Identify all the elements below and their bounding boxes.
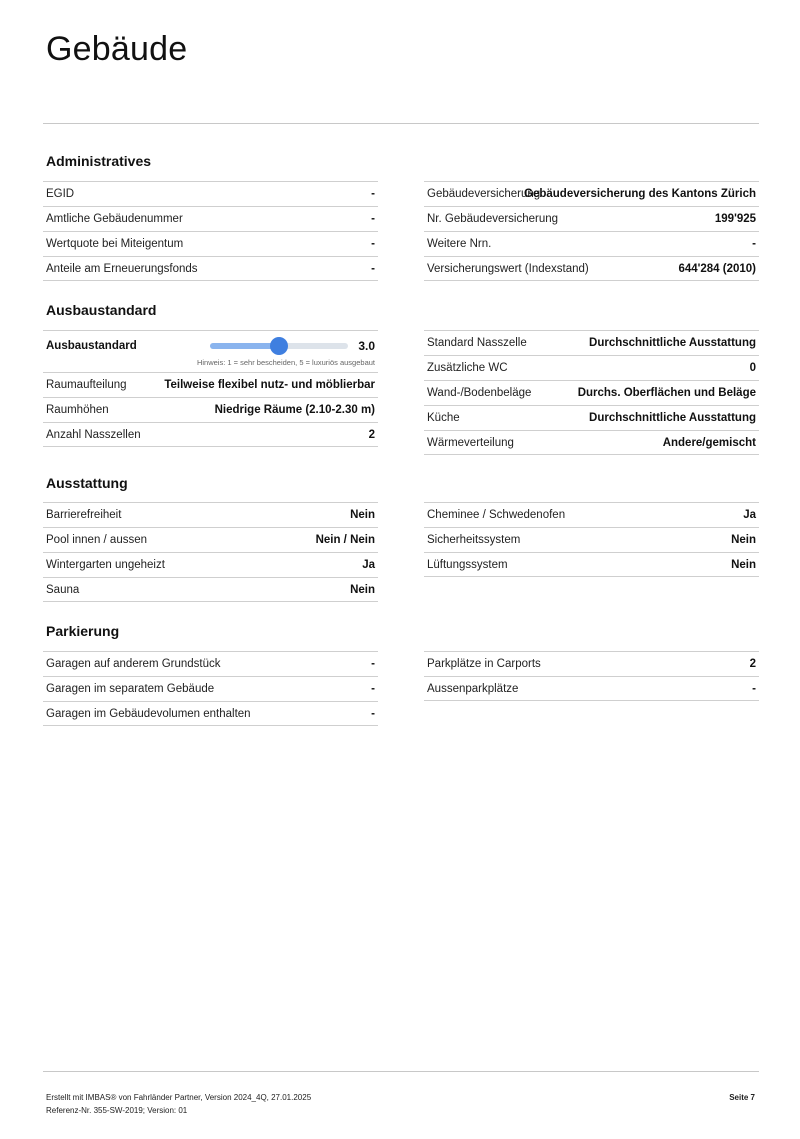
- row-label: Weitere Nrn.: [427, 238, 492, 250]
- table-row: [43, 206, 378, 231]
- table-row: [43, 256, 378, 281]
- row-label: Raumaufteilung: [46, 379, 127, 391]
- row-label: Parkplätze in Carports: [427, 658, 541, 670]
- row-value: 0: [749, 362, 756, 374]
- row-value: Nein / Nein: [315, 534, 375, 546]
- row-value: Durchschnittliche Ausstattung: [589, 337, 756, 349]
- footer-page-number: Seite 7: [729, 1093, 755, 1102]
- ausbaustandard-slider-label: Ausbaustandard: [46, 339, 137, 352]
- table-row: [43, 372, 378, 397]
- row-value: Andere/gemischt: [662, 436, 756, 449]
- row-label: Garagen im Gebäudevolumen enthalten: [46, 707, 251, 720]
- table-row: [424, 651, 759, 676]
- row-label: EGID: [46, 188, 75, 200]
- table-row: [43, 502, 378, 527]
- slider-thumb[interactable]: [270, 337, 288, 355]
- row-value: Nein: [731, 534, 756, 546]
- row-label: Wintergarten ungeheizt: [46, 559, 165, 571]
- row-label: Küche: [427, 412, 460, 424]
- row-value: 2: [368, 428, 375, 441]
- row-value: 199'925: [714, 213, 756, 225]
- row-label: Garagen auf anderem Grundstück: [46, 658, 221, 670]
- table-row: [424, 552, 759, 577]
- ausbaustandard-left-table: [43, 330, 378, 447]
- row-label: Standard Nasszelle: [427, 337, 527, 349]
- row-label: Barrierefreiheit: [46, 509, 122, 521]
- ausbaustandard-hint: Hinweis: 1 = sehr bescheiden, 5 = luxuriös ausgebaut: [196, 357, 375, 367]
- row-label: Anteile am Erneuerungsfonds: [46, 262, 198, 275]
- row-value: 2: [749, 658, 756, 670]
- table-row: [424, 206, 759, 231]
- row-value: Nein: [350, 509, 375, 521]
- row-label: Sicherheitssystem: [427, 534, 521, 546]
- table-row: [424, 231, 759, 256]
- table-row: [424, 430, 759, 455]
- row-label: Wertquote bei Miteigentum: [46, 238, 184, 250]
- footer-reference: Referenz-Nr. 355-SW-2019; Version: 01: [46, 1106, 188, 1115]
- row-value: -: [371, 658, 375, 670]
- row-value: -: [371, 262, 375, 275]
- table-row: [424, 676, 759, 701]
- footer-divider: [43, 1071, 759, 1072]
- row-label: Versicherungswert (Indexstand): [427, 262, 589, 275]
- table-row: [424, 380, 759, 405]
- row-value: Nein: [731, 558, 756, 571]
- row-label: Sauna: [46, 583, 80, 596]
- row-label: Lüftungssystem: [427, 558, 508, 571]
- table-row: [424, 405, 759, 430]
- row-label: Anzahl Nasszellen: [46, 428, 141, 441]
- row-label: Zusätzliche WC: [427, 362, 508, 374]
- table-row: [424, 355, 759, 380]
- row-value: Ja: [743, 509, 756, 521]
- administratives-left-table: [43, 181, 378, 281]
- table-row: [43, 552, 378, 577]
- parkierung-left-table: [43, 651, 378, 726]
- title-divider: [43, 123, 759, 124]
- footer-created: Erstellt mit IMBAS® von Fahrländer Partner, Version 2024_4Q, 27.01.2025: [46, 1093, 312, 1102]
- row-value: Gebäudeversicherung des Kantons Zürich: [524, 188, 756, 200]
- ausbaustandard-slider-value: 3.0: [358, 338, 375, 353]
- row-value: Nein: [350, 583, 375, 596]
- row-value: -: [371, 683, 375, 695]
- table-row: [424, 502, 759, 527]
- row-value: -: [752, 238, 756, 250]
- row-label: Wand-/Bodenbeläge: [427, 387, 532, 399]
- row-value: Ja: [362, 559, 375, 571]
- row-value: -: [371, 188, 375, 200]
- row-value: Durchs. Oberflächen und Beläge: [577, 387, 756, 399]
- row-value: -: [371, 707, 375, 720]
- table-row: [43, 527, 378, 552]
- table-row: [43, 397, 378, 422]
- table-row: [43, 651, 378, 676]
- row-label: Amtliche Gebäudenummer: [46, 213, 183, 225]
- ausstattung-left-table: [43, 502, 378, 602]
- page-title: Gebäude: [46, 30, 188, 68]
- table-row: [43, 676, 378, 701]
- row-label: Raumhöhen: [46, 404, 109, 416]
- table-row: [424, 330, 759, 355]
- row-label: Pool innen / aussen: [46, 534, 148, 546]
- slider-fill: [210, 343, 279, 349]
- row-value: -: [371, 213, 375, 225]
- table-row: [424, 181, 759, 206]
- row-value: -: [371, 238, 375, 250]
- table-row: [43, 701, 378, 726]
- section-heading-administratives: Administratives: [46, 153, 152, 169]
- row-label: Wärmeverteilung: [427, 436, 514, 449]
- table-row: [424, 527, 759, 552]
- ausbaustandard-slider[interactable]: [210, 343, 348, 349]
- row-label: Cheminee / Schwedenofen: [427, 509, 566, 521]
- row-value: Teilweise flexibel nutz- und möblierbar: [164, 379, 375, 391]
- row-value: -: [752, 682, 756, 695]
- ausstattung-right-table: [424, 502, 759, 577]
- table-row: [43, 181, 378, 206]
- row-label: Aussenparkplätze: [427, 682, 519, 695]
- row-value: 644'284 (2010): [678, 262, 756, 275]
- section-heading-parkierung: Parkierung: [46, 623, 120, 639]
- administratives-right-table: [424, 181, 759, 281]
- section-heading-ausstattung: Ausstattung: [46, 475, 128, 491]
- table-row: [43, 422, 378, 447]
- row-value: Niedrige Räume (2.10-2.30 m): [214, 404, 375, 416]
- parkierung-right-table: [424, 651, 759, 701]
- row-label: Nr. Gebäudeversicherung: [427, 213, 559, 225]
- table-row: [43, 231, 378, 256]
- row-label: Garagen im separatem Gebäude: [46, 683, 215, 695]
- ausbaustandard-slider-row: [43, 330, 378, 372]
- table-row: [43, 577, 378, 602]
- table-row: [424, 256, 759, 281]
- row-value: Durchschnittliche Ausstattung: [589, 412, 756, 424]
- section-heading-ausbaustandard: Ausbaustandard: [46, 302, 157, 318]
- ausbaustandard-right-table: [424, 330, 759, 455]
- row-label: Gebäudeversicherung: [427, 188, 541, 200]
